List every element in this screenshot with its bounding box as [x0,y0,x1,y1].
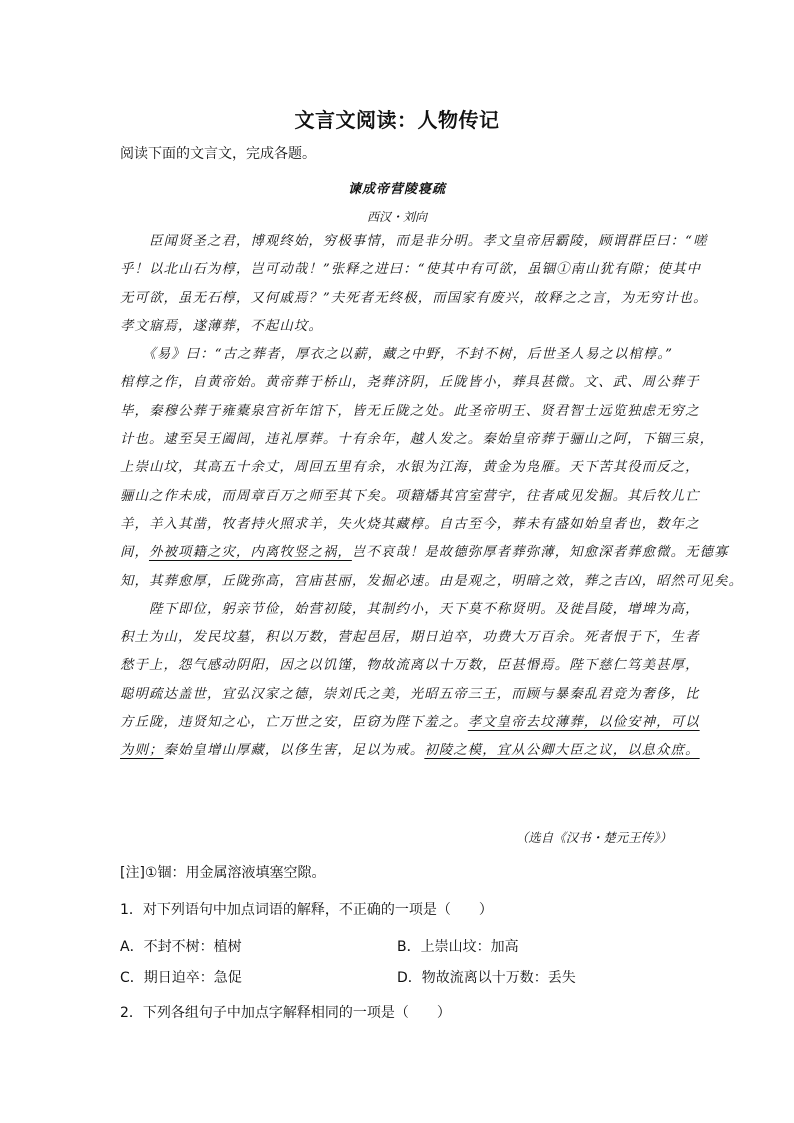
underlined-sentence: 孝文皇帝去坟薄葬，以俭安神，可以 [467,715,700,731]
passage-line [120,511,700,539]
underlined-sentence: 外被项籍之灾，内离牧竖之祸， [148,545,352,561]
passage-line [120,313,680,341]
passage-line [120,426,715,454]
passage-text: 方丘陇，违贤知之心，亡万世之安，臣窃为陛下羞之。 [120,715,468,731]
passage-text: 上崇山坟，其高五十余丈，周回五里有余，水银为江海，黄金为凫雁。天下苦其役而反之， [120,460,700,476]
passage-line [120,624,700,652]
passage-body [120,228,744,766]
passage-text: 陛下即位，躬亲节俭，始营初陵，其制约小，天下莫不称贤明。及徙昌陵，增埤为高， [120,601,700,617]
passage-line [120,568,744,596]
passage-line [120,256,702,284]
question-1-option-b: B．上崇山坟：加高 [397,939,519,955]
passage-line [120,454,700,482]
passage-text: 聪明疏达盖世，宜弘汉家之德，崇刘氏之美，光昭五帝三王，而顾与暴秦乱君竞为奢侈，比 [120,686,700,702]
passage-text: 知，其葬愈厚，丘陇弥高，宫庙甚丽，发掘必速。由是观之，明暗之效，葬之吉凶，昭然可见矣。 [120,573,744,589]
question-1-stem: 1．对下列语句中加点词语的解释，不正确的一项是（ ） [120,902,493,918]
passage-line [120,596,700,624]
underlined-sentence: 为则； [120,743,164,759]
question-1-option-a: A．不封不树：植树 [120,939,242,955]
passage-text: 积土为山，发民坟墓，积以万数，营起邑居，期日迫卒，功费大万百余。死者恨于下，生者 [120,630,700,646]
passage-text: 臣闻贤圣之君，博观终始，穷极事情，而是非分明。孝文皇帝居霸陵，顾谓群臣曰：“嗟 [120,234,708,249]
passage-line [120,341,680,369]
passage-text: 毕，秦穆公葬于雍橐泉宫祈年馆下，皆无丘陇之处。此圣帝明王、贤君智士远览独虑无穷之 [120,403,700,419]
annotation-note: [注]①锢：用金属溶液填塞空隙。 [120,865,326,881]
question-1-option-c: C．期日迫卒：急促 [120,970,242,986]
passage-line [120,652,700,680]
passage-text: 乎！以北山石为椁，岂可动哉！”张释之进曰：“使其中有可欲，虽锢①南山犹有隙；使其中 [120,262,702,278]
passage-source: （选自《汉书・楚元王传》） [515,830,672,845]
question-1-option-d: D．物故流离以十万数：丢失 [397,970,576,986]
instruction-text: 阅读下面的文言文，完成各题。 [120,146,316,162]
passage-text: 间， [120,545,149,561]
passage-line [120,369,700,397]
passage-line [120,228,708,256]
passage-text: 羊，羊入其凿，牧者持火照求羊，失火烧其藏椁。自古至今，葬未有盛如始皇者也，数年之 [120,516,700,532]
page-title: 文言文阅读：人物传记 [294,108,500,132]
passage-line [120,539,729,567]
passage-text: 骊山之作未成，而周章百万之师至其下矣。项籍燔其宫室营宇，往者咸见发掘。其后牧儿亡 [120,488,700,504]
passage-line [120,398,700,426]
passage-line [120,483,700,511]
passage-text: 无可欲，虽无石椁，又何戚焉？”夫死者无终极，而国家有废兴，故释之之言，为无穷计也。 [120,290,708,306]
passage-text: 愁于上，怨气感动阴阳，因之以饥馑，物故流离以十万数，臣甚惽焉。陛下慈仁笃美甚厚， [120,658,700,674]
passage-text: 《易》曰：“古之葬者，厚衣之以薪，藏之中野，不封不树，后世圣人易之以棺椁。” [120,347,674,363]
passage-author: 西汉・刘向 [366,210,427,224]
question-2-stem: 2．下列各组句子中加点字解释相同的一项是（ ） [120,1005,451,1021]
underlined-sentence: 初陵之模，宜从公卿大臣之议，以息众庶。 [424,743,700,759]
passage-text: 棺椁之作，自黄帝始。黄帝葬于桥山，尧葬济阴，丘陇皆小，葬具甚微。文、武、周公葬于 [120,375,700,391]
passage-text: 孝文寤焉，遂薄葬，不起山坟。 [120,318,323,334]
passage-text: 岂不哀哉！是故德弥厚者葬弥薄，知愈深者葬愈微。无德寡 [351,545,729,561]
passage-text: 秦始皇增山厚藏，以侈生害，足以为戒。 [163,743,425,759]
passage-title: 谏成帝营陵寝疏 [347,182,446,197]
passage-line [120,681,700,709]
passage-text: 计也。逮至吴王阖闾，违礼厚葬。十有余年，越人发之。秦始皇帝葬于骊山之阿，下锢三泉， [120,432,715,448]
passage-line [120,709,700,737]
passage-line [120,285,708,313]
passage-line [120,737,700,765]
